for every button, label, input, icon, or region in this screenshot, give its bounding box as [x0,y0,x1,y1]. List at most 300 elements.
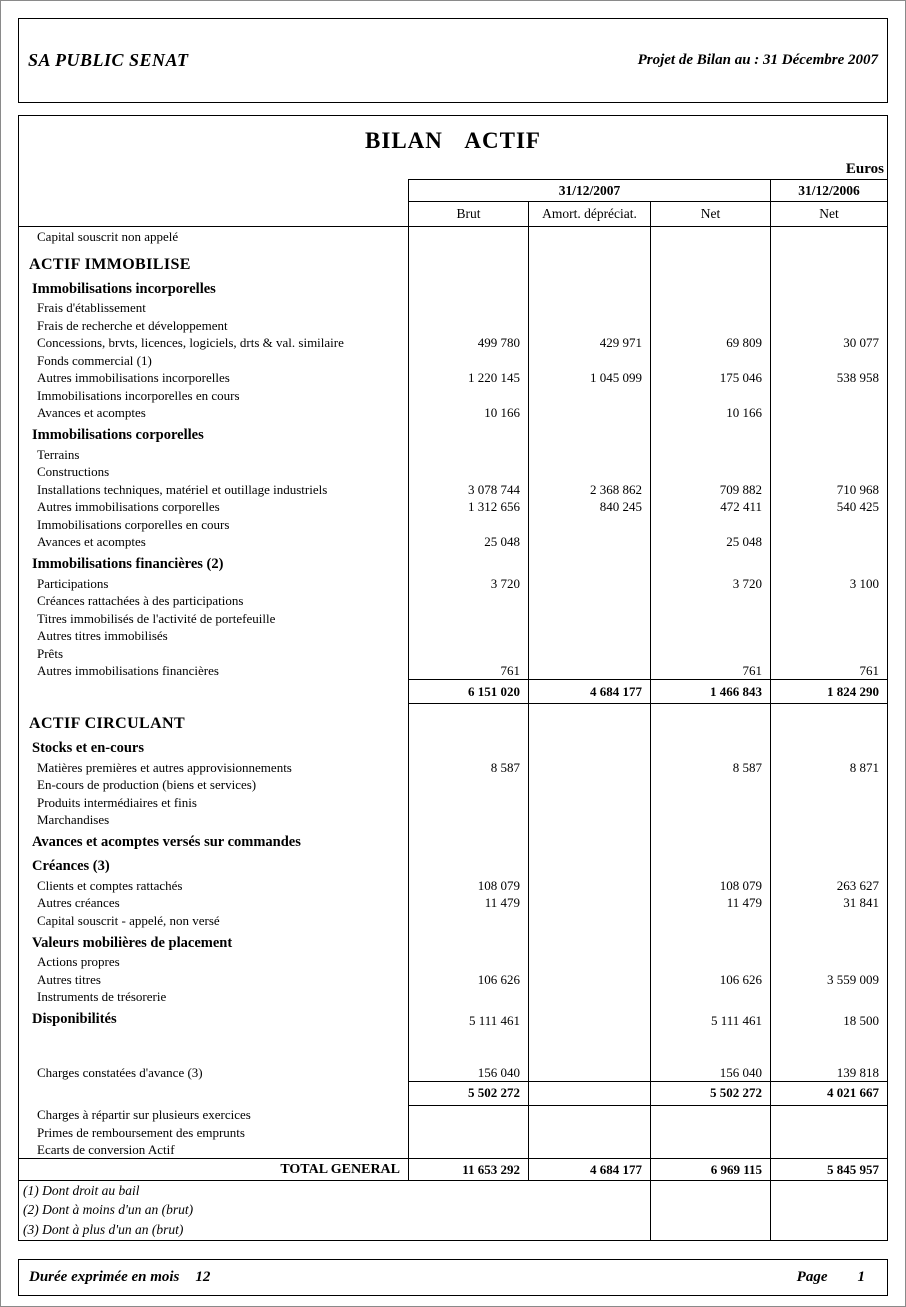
column-header-net-prev: Net [770,202,887,227]
cell-net-prev [770,299,887,317]
cell-net-prev [770,1123,887,1141]
row-label: ACTIF CIRCULANT [29,715,186,732]
cell-net: 10 166 [650,404,770,422]
cell-amort [528,386,650,404]
cell-brut [408,1029,528,1063]
cell-net [650,1106,770,1124]
cell-amort [528,627,650,645]
row-label: Valeurs mobilières de placement [32,934,233,951]
page-number: 1 [857,1268,865,1285]
cell-net-prev [770,445,887,463]
row-label: Clients et comptes rattachés [37,877,183,893]
cell-amort [528,894,650,912]
cell-net-prev: 30 077 [770,334,887,352]
cell-net [650,463,770,481]
cell-amort [528,592,650,610]
row-label: Immobilisations corporelles en cours [37,516,230,532]
table-row [19,463,887,481]
cell-amort [528,227,650,245]
cell-brut [408,592,528,610]
cell-brut: 10 166 [408,404,528,422]
cell-brut [408,351,528,369]
cell-amort [528,758,650,776]
subtotal-row [19,679,887,704]
cell-net-prev: 8 871 [770,758,887,776]
cell-amort [528,533,650,551]
cell-net [650,828,770,852]
row-label: Matières premières et autres approvisionnements [37,759,292,775]
row-label: (3) Dont à plus d'un an (brut) [23,1221,184,1237]
page-label: Page [796,1268,828,1285]
section-row [19,245,887,275]
cell-net: 1 466 843 [650,679,770,704]
table-row [19,574,887,592]
row-label: Installations techniques, matériel et outillage industriels [37,481,328,497]
subsection-row [19,828,887,852]
cell-amort [528,316,650,334]
cell-amort [528,662,650,680]
cell-amort [528,970,650,988]
cell-net-prev [770,704,887,734]
row-label: Créances rattachées à des participations [37,593,244,608]
note-row [19,1220,887,1240]
row-label: Autres immobilisations financières [37,663,219,678]
row-label: Immobilisations financières (2) [32,556,224,572]
cell-brut: 156 040 [408,1063,528,1081]
table-row [19,533,887,551]
subsection-row [19,734,887,758]
cell-net [650,793,770,811]
header-spacer [19,179,408,202]
subtotal-row [19,1081,887,1106]
cell-net [650,550,770,574]
cell-net-prev [770,734,887,758]
table-row [19,351,887,369]
row-label: Titres immobilisés de l'activité de portefeuille [37,610,276,626]
cell-net [650,644,770,662]
cell-amort [528,988,650,1006]
table-row [19,627,887,645]
cell-net-prev [770,852,887,876]
row-label: Autres titres [37,971,101,987]
header-spacer [19,202,408,227]
currency-label: Euros [845,161,884,177]
cell-net [650,227,770,245]
subsection-row [19,929,887,953]
row-label: Concessions, brvts, licences, logiciels, drts & val. similaire [37,335,344,350]
cell-net [650,627,770,645]
row-label: ACTIF IMMOBILISE [29,255,191,273]
total-row [19,1158,887,1181]
subsection-row [19,421,887,445]
company-name: SA PUBLIC SENAT [28,50,189,70]
row-label: Fonds commercial (1) [37,352,152,368]
cell-brut [408,245,528,275]
cell-amort [528,574,650,592]
cell-brut: 8 587 [408,758,528,776]
cell-net: 11 479 [650,894,770,912]
report-date-title: Projet de Bilan au : 31 Décembre 2007 [637,52,878,68]
cell-net-prev [770,1029,887,1063]
cell-net: 69 809 [650,334,770,352]
cell-brut [408,550,528,574]
cell-net-prev [770,515,887,533]
table-row [19,592,887,610]
row-label: Immobilisations corporelles [32,427,204,443]
cell-brut [408,1123,528,1141]
cell-net: 761 [650,662,770,680]
cell-amort [528,463,650,481]
duration-value: 12 [195,1268,211,1285]
cell-amort [528,275,650,299]
table-row [19,316,887,334]
cell-net: 25 048 [650,533,770,551]
note-row [19,1181,887,1201]
table-row [19,1141,887,1159]
subsection-row [19,275,887,299]
duration-note [29,1269,210,1286]
row-label: Immobilisations incorporelles [32,280,216,297]
cell-brut [408,776,528,794]
cell-net [650,988,770,1006]
row-label: (2) Dont à moins d'un an (brut) [23,1202,194,1218]
table-row [19,988,887,1006]
cell-net-prev [770,351,887,369]
cell-net [650,911,770,929]
cell-amort: 4 684 177 [528,1159,650,1180]
cell-net [650,704,770,734]
cell-net-prev [770,421,887,445]
cell-amort [528,245,650,275]
cell-net-prev [770,811,887,829]
row-label: Actions propres [37,954,120,969]
row-label: Charges constatées d'avance (3) [37,1064,203,1080]
cell-brut [408,227,528,245]
row-label [19,1081,408,1106]
duration-label: Durée exprimée en mois [29,1268,180,1285]
cell-brut [408,988,528,1006]
row-label: Autres immobilisations incorporelles [37,370,230,385]
row-label: Capital souscrit - appelé, non versé [37,912,220,928]
table-row [19,515,887,533]
table-row [19,445,887,463]
cell-amort: 1 045 099 [528,369,650,387]
cell-brut [408,609,528,627]
cell-net-prev [770,1181,887,1201]
cell-brut [408,421,528,445]
cell-net-prev: 263 627 [770,876,887,894]
row-label: TOTAL GENERAL [280,1161,400,1177]
cell-brut: 108 079 [408,876,528,894]
cell-net [650,245,770,275]
row-label: Ecarts de conversion Actif [37,1142,175,1157]
table-row [19,227,887,245]
row-label: Charges à répartir sur plusieurs exercices [37,1107,251,1122]
cell-net [650,1201,770,1221]
cell-brut: 6 151 020 [408,679,528,704]
cell-net [650,852,770,876]
cell-net [650,515,770,533]
cell-net-prev [770,1201,887,1221]
cell-net-prev: 538 958 [770,369,887,387]
row-label: Autres créances [37,895,120,910]
row-label: Prêts [37,645,63,661]
cell-net: 5 502 272 [650,1081,770,1106]
cell-amort [528,811,650,829]
cell-net-prev [770,644,887,662]
row-label: Participations [37,575,109,591]
cell-amort [528,515,650,533]
cell-brut [408,852,528,876]
cell-amort [528,911,650,929]
page-footer [18,1259,888,1296]
cell-net: 156 040 [650,1063,770,1081]
cell-amort [528,876,650,894]
cell-brut: 1 220 145 [408,369,528,387]
cell-brut [408,445,528,463]
cell-amort [528,404,650,422]
table-header-columns [19,202,887,227]
cell-net-prev [770,929,887,953]
row-label: Autres titres immobilisés [37,628,168,643]
row-label: Marchandises [37,812,110,827]
cell-net-prev [770,793,887,811]
cell-brut: 106 626 [408,970,528,988]
cell-net [650,275,770,299]
cell-net-prev [770,1106,887,1124]
table-row [19,894,887,912]
page-title: BILAN ACTIF [365,128,541,153]
cell-amort: 429 971 [528,334,650,352]
table-row [19,1106,887,1124]
cell-net-prev: 5 845 957 [770,1159,887,1180]
table-row [19,1123,887,1141]
subsection-row [19,1005,887,1029]
cell-amort [528,299,650,317]
cell-amort [528,1081,650,1106]
cell-brut: 3 078 744 [408,480,528,498]
cell-brut: 5 111 461 [408,1005,528,1029]
cell-amort [528,609,650,627]
column-header-brut: Brut [408,202,528,227]
cell-amort [528,550,650,574]
cell-brut [408,515,528,533]
cell-amort [528,1141,650,1159]
row-label: Frais de recherche et développement [37,317,228,333]
cell-amort: 4 684 177 [528,679,650,704]
table-row [19,662,887,680]
cell-brut [408,1141,528,1159]
cell-amort [528,644,650,662]
cell-net: 472 411 [650,498,770,516]
cell-net [650,1123,770,1141]
cell-net-prev [770,316,887,334]
cell-brut [408,704,528,734]
balance-sheet [18,115,888,1241]
row-label: Frais d'établissement [37,300,146,315]
cell-net-prev: 540 425 [770,498,887,516]
cell-net [650,1141,770,1159]
cell-brut: 3 720 [408,574,528,592]
table-row [19,334,887,352]
table-row [19,299,887,317]
cell-net-prev: 18 500 [770,1005,887,1029]
cell-net-prev [770,609,887,627]
cell-net [650,776,770,794]
row-label: Produits intermédiaires et finis [37,794,197,810]
cell-net-prev [770,828,887,852]
table-row [19,811,887,829]
table-body [19,227,887,1240]
cell-amort [528,704,650,734]
cell-net [650,1029,770,1063]
cell-brut [408,734,528,758]
cell-brut [408,275,528,299]
cell-net [650,929,770,953]
cell-amort [528,852,650,876]
cell-amort [528,929,650,953]
row-label: Disponibilités [32,1011,117,1027]
cell-net-prev: 4 021 667 [770,1081,887,1106]
cell-net-prev: 710 968 [770,480,887,498]
note-row [19,1201,887,1221]
page-indicator [797,1269,877,1286]
cell-net [650,592,770,610]
cell-net [650,299,770,317]
column-group-2007: 31/12/2007 [408,179,770,202]
row-label: Primes de remboursement des emprunts [37,1124,245,1140]
cell-net-prev [770,404,887,422]
cell-net: 8 587 [650,758,770,776]
column-header-net: Net [650,202,770,227]
row-label: Immobilisations incorporelles en cours [37,387,240,403]
cell-brut [408,828,528,852]
table-row [19,480,887,498]
cell-net-prev: 139 818 [770,1063,887,1081]
row-label: Autres immobilisations corporelles [37,499,220,514]
cell-net [650,316,770,334]
cell-net-prev [770,550,887,574]
cell-net [650,421,770,445]
cell-amort [528,351,650,369]
cell-brut [408,1106,528,1124]
cell-net: 3 720 [650,574,770,592]
table-header-years [19,179,887,202]
table-row [19,793,887,811]
cell-net [650,386,770,404]
row-label [19,679,408,704]
cell-amort [528,1029,650,1063]
row-label: Constructions [37,464,110,479]
cell-brut [408,627,528,645]
table-row [19,876,887,894]
cell-brut: 1 312 656 [408,498,528,516]
row-label: Capital souscrit non appelé [37,228,179,244]
cell-net-prev [770,275,887,299]
cell-net-prev [770,227,887,245]
cell-net: 5 111 461 [650,1005,770,1029]
cell-net-prev [770,592,887,610]
cell-brut: 499 780 [408,334,528,352]
cell-brut [408,811,528,829]
cell-net-prev: 31 841 [770,894,887,912]
cell-brut [408,644,528,662]
cell-brut [408,929,528,953]
cell-brut: 25 048 [408,533,528,551]
table-row [19,609,887,627]
cell-net [650,1220,770,1240]
table-row [19,953,887,971]
cell-brut: 11 479 [408,894,528,912]
row-label: Avances et acomptes versés sur commandes [32,834,301,850]
cell-amort [528,828,650,852]
cell-amort [528,1005,650,1029]
subsection-row [19,852,887,876]
cell-net-prev [770,1141,887,1159]
row-label: En-cours de production (biens et services) [37,777,257,792]
spacer-row [19,1029,887,1063]
cell-amort [528,421,650,445]
table-row [19,369,887,387]
cell-net [650,1181,770,1201]
cell-amort [528,1123,650,1141]
cell-brut: 761 [408,662,528,680]
cell-net-prev: 761 [770,662,887,680]
cell-net [650,953,770,971]
cell-net [650,811,770,829]
cell-net-prev [770,386,887,404]
table-row [19,644,887,662]
cell-net [650,734,770,758]
cell-net-prev [770,911,887,929]
row-label: Stocks et en-cours [32,740,144,756]
cell-brut: 5 502 272 [408,1081,528,1106]
row-label: Instruments de trésorerie [37,989,167,1004]
row-label: Avances et acomptes [37,405,146,420]
cell-net: 108 079 [650,876,770,894]
cell-net: 709 882 [650,480,770,498]
cell-net: 106 626 [650,970,770,988]
row-label: Créances (3) [32,858,110,874]
cell-brut [408,386,528,404]
cell-net-prev [770,245,887,275]
cell-net-prev [770,627,887,645]
cell-net-prev [770,533,887,551]
cell-net-prev: 1 824 290 [770,679,887,704]
cell-net [650,351,770,369]
cell-amort [528,734,650,758]
cell-net-prev [770,988,887,1006]
table-row [19,911,887,929]
cell-brut [408,299,528,317]
cell-amort: 2 368 862 [528,480,650,498]
table-row [19,776,887,794]
cell-amort [528,793,650,811]
cell-amort [528,1063,650,1081]
cell-net-prev: 3 100 [770,574,887,592]
cell-amort [528,445,650,463]
cell-brut [408,911,528,929]
row-label: Avances et acomptes [37,534,146,549]
cell-net-prev [770,953,887,971]
cell-net-prev: 3 559 009 [770,970,887,988]
cell-brut [408,463,528,481]
cell-brut [408,953,528,971]
section-row [19,704,887,734]
table-row [19,758,887,776]
cell-net-prev [770,463,887,481]
table-row [19,970,887,988]
